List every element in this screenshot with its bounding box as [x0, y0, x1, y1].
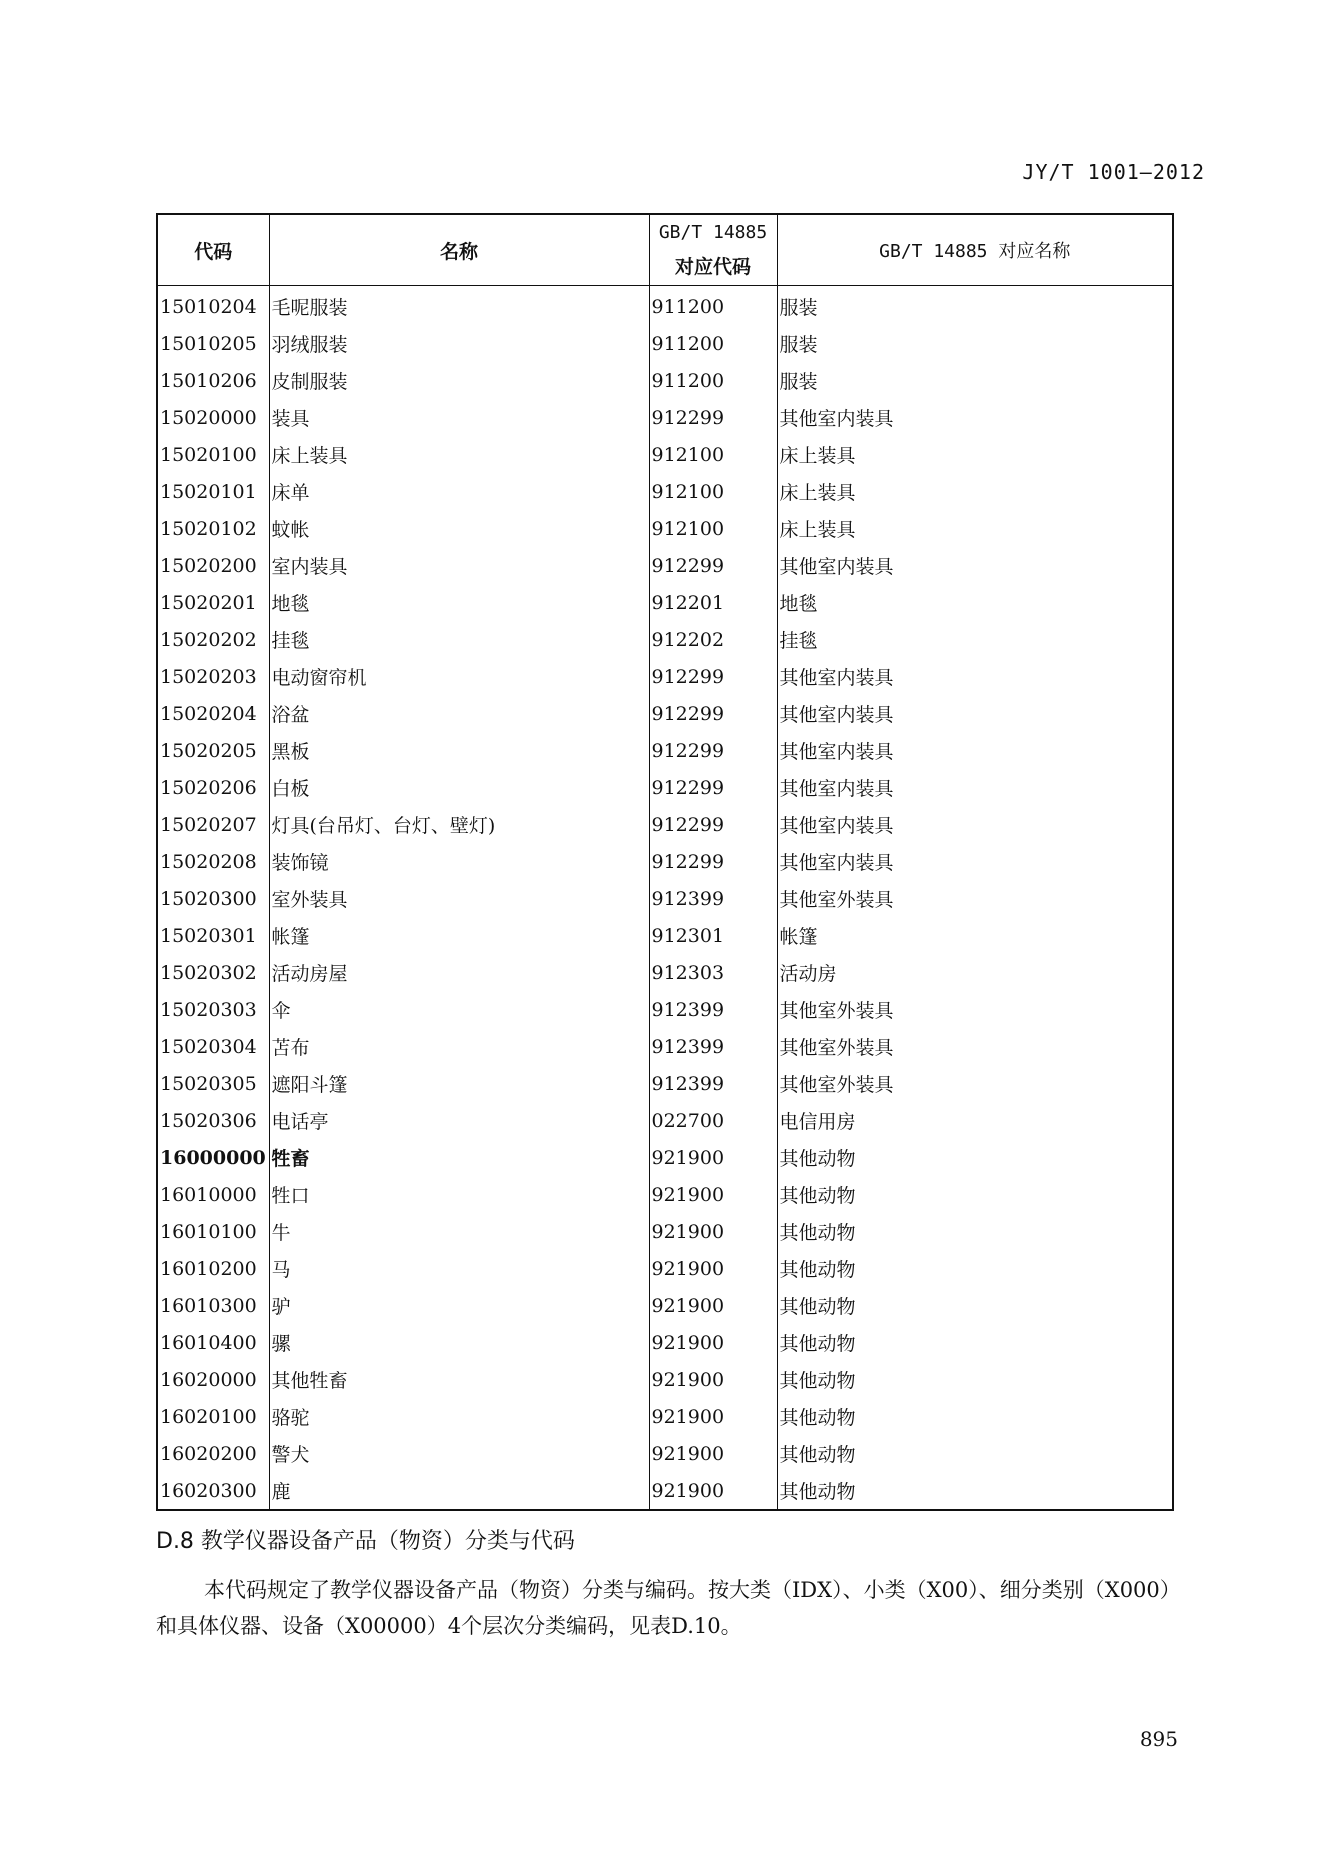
cell-gb-name: 服装: [777, 286, 1173, 326]
cell-code: 16020000: [157, 1361, 269, 1398]
cell-gb-name: 地毯: [777, 584, 1173, 621]
cell-code: 15020203: [157, 658, 269, 695]
cell-gb-name: 其他动物: [777, 1398, 1173, 1435]
table-row: [157, 695, 1173, 732]
cell-name: 装具: [269, 399, 649, 436]
cell-name: 驴: [269, 1287, 649, 1324]
cell-code: 15010206: [157, 362, 269, 399]
cell-gb-name: 其他室外装具: [777, 991, 1173, 1028]
table-row: [157, 732, 1173, 769]
cell-name: 挂毯: [269, 621, 649, 658]
cell-code: 15010205: [157, 325, 269, 362]
cell-name: 电动窗帘机: [269, 658, 649, 695]
cell-code: 15020206: [157, 769, 269, 806]
standard-number: JY/T 1001—2012: [1022, 160, 1205, 184]
cell-gb-code: 921900: [649, 1176, 777, 1213]
cell-name: 马: [269, 1250, 649, 1287]
table-row: [157, 1435, 1173, 1472]
cell-code: 15020207: [157, 806, 269, 843]
cell-code: 15020208: [157, 843, 269, 880]
cell-name: 骆驼: [269, 1398, 649, 1435]
table-row: [157, 584, 1173, 621]
table-row: [157, 769, 1173, 806]
cell-gb-code: 921900: [649, 1472, 777, 1510]
cell-name: 遮阳斗篷: [269, 1065, 649, 1102]
cell-gb-code: 912100: [649, 510, 777, 547]
header-name: 名称: [269, 214, 649, 286]
cell-gb-code: 912399: [649, 991, 777, 1028]
cell-code: 16010000: [157, 1176, 269, 1213]
cell-gb-name: 其他动物: [777, 1176, 1173, 1213]
cell-gb-name: 电信用房: [777, 1102, 1173, 1139]
cell-code: 15020301: [157, 917, 269, 954]
cell-gb-code: 912299: [649, 547, 777, 584]
cell-gb-name: 活动房: [777, 954, 1173, 991]
cell-gb-name: 其他室内装具: [777, 695, 1173, 732]
cell-code: 16000000: [157, 1139, 269, 1176]
table-row: [157, 843, 1173, 880]
cell-gb-code: 912299: [649, 732, 777, 769]
cell-gb-code: 921900: [649, 1435, 777, 1472]
cell-gb-code: 921900: [649, 1361, 777, 1398]
cell-code: 16010400: [157, 1324, 269, 1361]
cell-gb-name: 挂毯: [777, 621, 1173, 658]
cell-name: 电话亭: [269, 1102, 649, 1139]
cell-name: 牛: [269, 1213, 649, 1250]
cell-name: 黑板: [269, 732, 649, 769]
cell-code: 16010100: [157, 1213, 269, 1250]
cell-gb-name: 其他动物: [777, 1287, 1173, 1324]
header-gb-name: GB/T 14885 对应名称: [777, 214, 1173, 286]
classification-table: [156, 213, 1174, 1511]
page-number: 895: [1139, 1727, 1178, 1751]
cell-gb-name: 其他室内装具: [777, 732, 1173, 769]
table-row: [157, 436, 1173, 473]
cell-code: 15020205: [157, 732, 269, 769]
cell-gb-code: 912303: [649, 954, 777, 991]
table-row: [157, 399, 1173, 436]
cell-gb-code: 912299: [649, 843, 777, 880]
cell-code: 15020101: [157, 473, 269, 510]
cell-gb-name: 其他动物: [777, 1435, 1173, 1472]
table-row: [157, 621, 1173, 658]
cell-name: 骡: [269, 1324, 649, 1361]
cell-code: 15020201: [157, 584, 269, 621]
table-row: [157, 1361, 1173, 1398]
cell-code: 15020304: [157, 1028, 269, 1065]
cell-gb-code: 921900: [649, 1398, 777, 1435]
cell-name: 浴盆: [269, 695, 649, 732]
table-row: [157, 1398, 1173, 1435]
table-row: [157, 286, 1173, 326]
table-row: [157, 806, 1173, 843]
cell-gb-name: 其他动物: [777, 1324, 1173, 1361]
cell-code: 15020303: [157, 991, 269, 1028]
cell-code: 15020000: [157, 399, 269, 436]
cell-name: 活动房屋: [269, 954, 649, 991]
cell-name: 地毯: [269, 584, 649, 621]
cell-gb-code: 911200: [649, 362, 777, 399]
cell-gb-code: 921900: [649, 1250, 777, 1287]
table-row: [157, 954, 1173, 991]
table-row: [157, 1324, 1173, 1361]
cell-name: 毛呢服装: [269, 286, 649, 326]
cell-gb-code: 921900: [649, 1324, 777, 1361]
cell-gb-name: 床上装具: [777, 436, 1173, 473]
table-row: [157, 1028, 1173, 1065]
cell-gb-code: 921900: [649, 1139, 777, 1176]
cell-name: 皮制服装: [269, 362, 649, 399]
cell-gb-code: 911200: [649, 325, 777, 362]
cell-gb-code: 912301: [649, 917, 777, 954]
header-gb-code: [649, 214, 777, 286]
cell-code: 16020200: [157, 1435, 269, 1472]
table-row: [157, 658, 1173, 695]
cell-gb-code: 911200: [649, 286, 777, 326]
cell-name: 牲口: [269, 1176, 649, 1213]
cell-gb-name: 其他室内装具: [777, 769, 1173, 806]
cell-gb-name: 床上装具: [777, 510, 1173, 547]
cell-gb-name: 其他动物: [777, 1361, 1173, 1398]
table-row: [157, 1472, 1173, 1510]
table-row: [157, 991, 1173, 1028]
cell-gb-code: 912100: [649, 473, 777, 510]
table-row: [157, 473, 1173, 510]
cell-code: 15020306: [157, 1102, 269, 1139]
cell-gb-name: 其他室外装具: [777, 1028, 1173, 1065]
table-row: [157, 1065, 1173, 1102]
cell-gb-name: 其他室内装具: [777, 843, 1173, 880]
cell-gb-code: 921900: [649, 1287, 777, 1324]
table-row: [157, 1250, 1173, 1287]
cell-gb-code: 022700: [649, 1102, 777, 1139]
cell-gb-code: 912201: [649, 584, 777, 621]
cell-gb-name: 床上装具: [777, 473, 1173, 510]
table-row: [157, 1176, 1173, 1213]
table-row: [157, 510, 1173, 547]
cell-gb-code: 912299: [649, 806, 777, 843]
cell-name: 伞: [269, 991, 649, 1028]
table-row: [157, 547, 1173, 584]
cell-gb-code: 912299: [649, 769, 777, 806]
header-gb-code-line1: GB/T 14885: [658, 222, 768, 243]
cell-gb-name: 服装: [777, 325, 1173, 362]
cell-name: 灯具(台吊灯、台灯、壁灯): [269, 806, 649, 843]
table-header-row: [157, 214, 1173, 286]
cell-name: 室内装具: [269, 547, 649, 584]
cell-gb-code: 921900: [649, 1213, 777, 1250]
cell-gb-code: 912299: [649, 399, 777, 436]
header-gb-code-line2: 对应代码: [674, 256, 751, 278]
cell-gb-name: 其他动物: [777, 1472, 1173, 1510]
cell-gb-code: 912399: [649, 1028, 777, 1065]
cell-gb-code: 912299: [649, 695, 777, 732]
cell-name: 苫布: [269, 1028, 649, 1065]
paragraph-line-1: 本代码规定了教学仪器设备产品（物资）分类与编码。按大类（IDX）、小类（X00）、细分类别（X000）: [204, 1578, 1181, 1602]
cell-gb-name: 其他动物: [777, 1213, 1173, 1250]
cell-code: 15020300: [157, 880, 269, 917]
paragraph-line-2: 和具体仪器、设备（X00000）4个层次分类编码，见表D.10。: [156, 1614, 742, 1638]
cell-name: 帐篷: [269, 917, 649, 954]
cell-name: 白板: [269, 769, 649, 806]
table-row: [157, 325, 1173, 362]
table-row: [157, 1102, 1173, 1139]
cell-name: 床上装具: [269, 436, 649, 473]
cell-name: 羽绒服装: [269, 325, 649, 362]
cell-code: 15010204: [157, 286, 269, 326]
cell-code: 15020302: [157, 954, 269, 991]
section-heading: D.8 教学仪器设备产品（物资）分类与代码: [156, 1529, 575, 1554]
cell-gb-name: 其他室内装具: [777, 806, 1173, 843]
cell-gb-name: 服装: [777, 362, 1173, 399]
cell-code: 15020202: [157, 621, 269, 658]
cell-name: 床单: [269, 473, 649, 510]
cell-gb-code: 912299: [649, 658, 777, 695]
cell-code: 15020200: [157, 547, 269, 584]
cell-gb-code: 912399: [649, 1065, 777, 1102]
cell-name: 鹿: [269, 1472, 649, 1510]
table-row: [157, 1213, 1173, 1250]
cell-gb-code: 912100: [649, 436, 777, 473]
cell-code: 16010200: [157, 1250, 269, 1287]
cell-code: 16010300: [157, 1287, 269, 1324]
table-row: [157, 1287, 1173, 1324]
cell-gb-name: 帐篷: [777, 917, 1173, 954]
cell-code: 15020305: [157, 1065, 269, 1102]
cell-gb-name: 其他动物: [777, 1250, 1173, 1287]
cell-name: 装饰镜: [269, 843, 649, 880]
cell-code: 15020102: [157, 510, 269, 547]
cell-gb-name: 其他室内装具: [777, 658, 1173, 695]
table-row: [157, 1139, 1173, 1176]
table-row: [157, 362, 1173, 399]
table-row: [157, 917, 1173, 954]
table-body: [157, 286, 1173, 1511]
cell-code: 16020100: [157, 1398, 269, 1435]
cell-name: 蚊帐: [269, 510, 649, 547]
cell-name: 警犬: [269, 1435, 649, 1472]
cell-gb-name: 其他室外装具: [777, 880, 1173, 917]
cell-gb-name: 其他动物: [777, 1139, 1173, 1176]
cell-code: 15020100: [157, 436, 269, 473]
cell-name: 室外装具: [269, 880, 649, 917]
cell-gb-name: 其他室内装具: [777, 399, 1173, 436]
header-code: 代码: [157, 214, 269, 286]
cell-name: 牲畜: [269, 1139, 649, 1176]
cell-name: 其他牲畜: [269, 1361, 649, 1398]
cell-code: 15020204: [157, 695, 269, 732]
cell-gb-code: 912399: [649, 880, 777, 917]
cell-gb-code: 912202: [649, 621, 777, 658]
cell-code: 16020300: [157, 1472, 269, 1510]
table-row: [157, 880, 1173, 917]
cell-gb-name: 其他室内装具: [777, 547, 1173, 584]
cell-gb-name: 其他室外装具: [777, 1065, 1173, 1102]
